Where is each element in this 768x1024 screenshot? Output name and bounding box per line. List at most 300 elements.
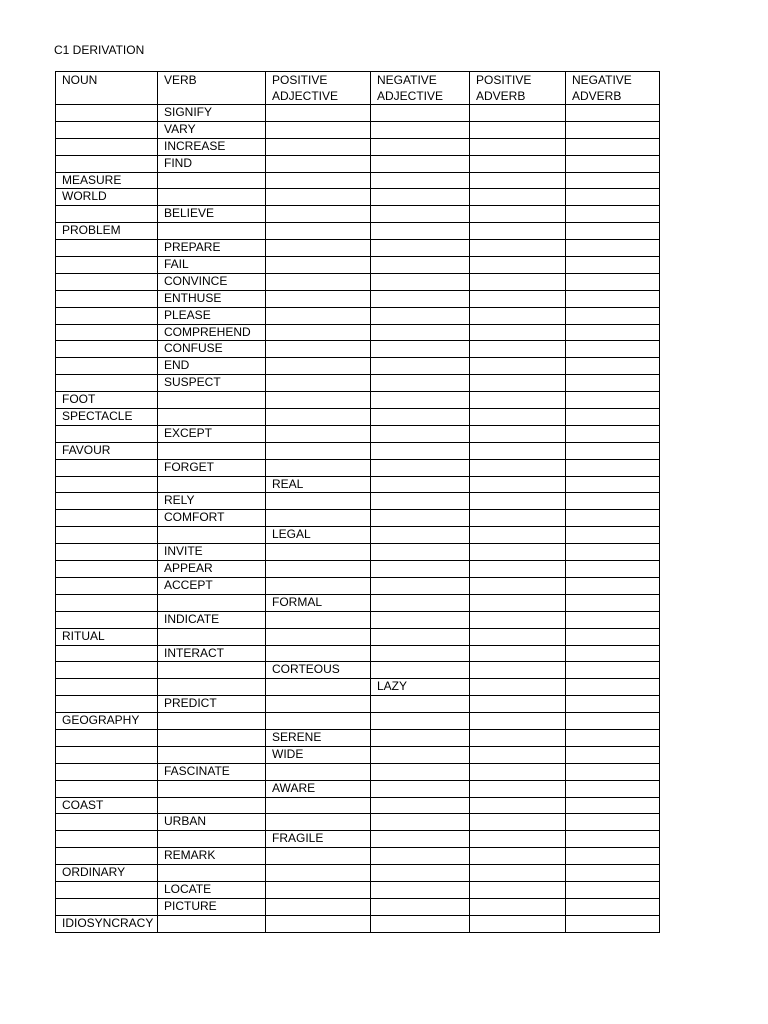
positive-adverb-cell (470, 273, 566, 290)
verb-cell: FORGET (158, 459, 266, 476)
positive-adjective-cell (266, 189, 371, 206)
positive-adjective-cell (266, 442, 371, 459)
table-row (56, 746, 660, 763)
verb-cell (158, 915, 266, 932)
noun-cell (56, 493, 158, 510)
negative-adjective-cell: LAZY (371, 679, 470, 696)
positive-adjective-cell (266, 273, 371, 290)
noun-cell (56, 763, 158, 780)
positive-adverb-cell (470, 493, 566, 510)
negative-adverb-cell (566, 172, 660, 189)
verb-cell: SIGNIFY (158, 105, 266, 122)
positive-adverb-cell (470, 172, 566, 189)
verb-cell: FASCINATE (158, 763, 266, 780)
noun-cell: SPECTACLE (56, 409, 158, 426)
negative-adjective-cell (371, 594, 470, 611)
verb-cell (158, 223, 266, 240)
positive-adverb-cell (470, 696, 566, 713)
positive-adjective-cell (266, 240, 371, 257)
negative-adverb-cell (566, 865, 660, 882)
positive-adjective-cell (266, 409, 371, 426)
positive-adverb-cell (470, 577, 566, 594)
negative-adverb-cell (566, 273, 660, 290)
table-row (56, 848, 660, 865)
negative-adjective-cell (371, 240, 470, 257)
table-header (56, 72, 660, 105)
negative-adjective-cell (371, 273, 470, 290)
header-row (56, 72, 660, 105)
positive-adverb-cell (470, 797, 566, 814)
verb-cell (158, 392, 266, 409)
negative-adjective-cell (371, 409, 470, 426)
negative-adjective-cell (371, 510, 470, 527)
noun-cell (56, 561, 158, 578)
verb-cell (158, 172, 266, 189)
negative-adverb-cell (566, 341, 660, 358)
negative-adjective-cell (371, 527, 470, 544)
noun-cell: FOOT (56, 392, 158, 409)
negative-adjective-cell (371, 392, 470, 409)
positive-adjective-cell (266, 797, 371, 814)
positive-adverb-cell (470, 358, 566, 375)
table-row (56, 459, 660, 476)
table-row (56, 662, 660, 679)
positive-adjective-cell (266, 679, 371, 696)
negative-adjective-cell (371, 831, 470, 848)
verb-cell: INCREASE (158, 138, 266, 155)
positive-adverb-cell (470, 476, 566, 493)
positive-adjective-cell (266, 206, 371, 223)
negative-adverb-cell (566, 189, 660, 206)
negative-adjective-cell (371, 324, 470, 341)
negative-adverb-cell (566, 510, 660, 527)
verb-cell (158, 797, 266, 814)
negative-adjective-cell (371, 223, 470, 240)
table-row (56, 172, 660, 189)
positive-adjective-cell (266, 561, 371, 578)
positive-adverb-cell (470, 375, 566, 392)
noun-cell: MEASURE (56, 172, 158, 189)
negative-adverb-cell (566, 611, 660, 628)
page-title: C1 DERIVATION (54, 43, 145, 57)
positive-adverb-cell (470, 155, 566, 172)
noun-cell (56, 121, 158, 138)
positive-adverb-cell (470, 611, 566, 628)
table-row (56, 561, 660, 578)
table-row (56, 290, 660, 307)
positive-adjective-cell (266, 865, 371, 882)
positive-adjective-cell (266, 459, 371, 476)
positive-adverb-cell (470, 240, 566, 257)
positive-adjective-cell (266, 915, 371, 932)
negative-adjective-cell (371, 881, 470, 898)
noun-cell (56, 746, 158, 763)
table-row (56, 206, 660, 223)
positive-adjective-cell (266, 105, 371, 122)
positive-adverb-cell (470, 848, 566, 865)
table-row (56, 240, 660, 257)
verb-cell: PLEASE (158, 307, 266, 324)
table-row (56, 679, 660, 696)
positive-adverb-cell (470, 341, 566, 358)
negative-adverb-cell (566, 459, 660, 476)
verb-cell: SUSPECT (158, 375, 266, 392)
negative-adjective-cell (371, 172, 470, 189)
positive-adjective-cell: REAL (266, 476, 371, 493)
table-row (56, 881, 660, 898)
positive-adverb-cell (470, 662, 566, 679)
positive-adverb-cell (470, 223, 566, 240)
table-row (56, 611, 660, 628)
verb-cell: CONVINCE (158, 273, 266, 290)
negative-adverb-cell (566, 898, 660, 915)
table-row (56, 865, 660, 882)
negative-adverb-cell (566, 409, 660, 426)
verb-cell: APPEAR (158, 561, 266, 578)
positive-adjective-cell: CORTEOUS (266, 662, 371, 679)
negative-adverb-cell (566, 155, 660, 172)
negative-adverb-cell (566, 527, 660, 544)
positive-adjective-cell (266, 425, 371, 442)
positive-adjective-cell: AWARE (266, 780, 371, 797)
verb-cell: END (158, 358, 266, 375)
negative-adjective-cell (371, 155, 470, 172)
negative-adverb-cell (566, 679, 660, 696)
derivation-table (55, 71, 660, 933)
verb-cell (158, 628, 266, 645)
positive-adverb-cell (470, 814, 566, 831)
positive-adverb-cell (470, 544, 566, 561)
negative-adjective-cell (371, 645, 470, 662)
table-row (56, 409, 660, 426)
negative-adverb-cell (566, 577, 660, 594)
positive-adjective-cell (266, 544, 371, 561)
table-row (56, 476, 660, 493)
negative-adverb-cell (566, 240, 660, 257)
noun-cell (56, 729, 158, 746)
table-row (56, 257, 660, 274)
noun-cell (56, 848, 158, 865)
negative-adjective-cell (371, 797, 470, 814)
negative-adverb-cell (566, 831, 660, 848)
table-row (56, 645, 660, 662)
negative-adjective-cell (371, 713, 470, 730)
negative-adjective-cell (371, 257, 470, 274)
negative-adjective-cell (371, 442, 470, 459)
verb-cell (158, 831, 266, 848)
positive-adverb-cell (470, 746, 566, 763)
table-row (56, 594, 660, 611)
positive-adjective-cell (266, 763, 371, 780)
positive-adverb-cell (470, 898, 566, 915)
noun-cell (56, 527, 158, 544)
negative-adjective-cell (371, 848, 470, 865)
noun-cell: COAST (56, 797, 158, 814)
noun-cell (56, 425, 158, 442)
negative-adverb-cell (566, 121, 660, 138)
negative-adjective-cell (371, 577, 470, 594)
negative-adjective-cell (371, 611, 470, 628)
negative-adverb-cell (566, 797, 660, 814)
noun-cell: PROBLEM (56, 223, 158, 240)
positive-adjective-cell: LEGAL (266, 527, 371, 544)
verb-cell (158, 679, 266, 696)
negative-adjective-cell (371, 358, 470, 375)
positive-adjective-cell (266, 510, 371, 527)
negative-adverb-cell (566, 290, 660, 307)
noun-cell: IDIOSYNCRACY (56, 915, 158, 932)
positive-adjective-cell (266, 848, 371, 865)
noun-cell (56, 679, 158, 696)
positive-adjective-cell (266, 493, 371, 510)
verb-cell (158, 476, 266, 493)
positive-adjective-cell (266, 696, 371, 713)
positive-adjective-cell: FORMAL (266, 594, 371, 611)
noun-cell (56, 206, 158, 223)
negative-adjective-cell (371, 746, 470, 763)
positive-adverb-cell (470, 392, 566, 409)
negative-adverb-cell (566, 206, 660, 223)
negative-adverb-cell (566, 915, 660, 932)
noun-cell (56, 611, 158, 628)
positive-adjective-cell (266, 324, 371, 341)
verb-cell: URBAN (158, 814, 266, 831)
negative-adjective-cell (371, 662, 470, 679)
negative-adverb-cell (566, 442, 660, 459)
verb-cell: INTERACT (158, 645, 266, 662)
verb-cell (158, 442, 266, 459)
table-row (56, 763, 660, 780)
verb-cell: PICTURE (158, 898, 266, 915)
positive-adverb-cell (470, 510, 566, 527)
positive-adjective-cell (266, 577, 371, 594)
negative-adverb-cell (566, 561, 660, 578)
negative-adjective-cell (371, 425, 470, 442)
positive-adverb-cell (470, 763, 566, 780)
verb-cell: CONFUSE (158, 341, 266, 358)
negative-adjective-header: NEGATIVE ADJECTIVE (371, 72, 470, 105)
negative-adverb-cell (566, 307, 660, 324)
table-row (56, 105, 660, 122)
noun-cell (56, 544, 158, 561)
negative-adjective-cell (371, 290, 470, 307)
noun-cell (56, 831, 158, 848)
positive-adjective-cell (266, 155, 371, 172)
positive-adjective-cell (266, 375, 371, 392)
positive-adjective-cell (266, 392, 371, 409)
noun-cell (56, 780, 158, 797)
noun-cell (56, 476, 158, 493)
negative-adjective-cell (371, 189, 470, 206)
noun-cell (56, 898, 158, 915)
positive-adverb-cell (470, 290, 566, 307)
negative-adverb-cell (566, 628, 660, 645)
verb-cell: FAIL (158, 257, 266, 274)
table-row (56, 915, 660, 932)
verb-cell: INDICATE (158, 611, 266, 628)
positive-adverb-cell (470, 409, 566, 426)
negative-adverb-cell (566, 358, 660, 375)
negative-adverb-cell (566, 662, 660, 679)
table-row (56, 341, 660, 358)
positive-adjective-cell (266, 257, 371, 274)
table-row (56, 696, 660, 713)
table-row (56, 375, 660, 392)
negative-adverb-cell (566, 746, 660, 763)
negative-adjective-cell (371, 493, 470, 510)
negative-adjective-cell (371, 476, 470, 493)
positive-adjective-cell (266, 645, 371, 662)
positive-adjective-cell (266, 223, 371, 240)
negative-adverb-cell (566, 814, 660, 831)
table-row (56, 814, 660, 831)
verb-cell: PREDICT (158, 696, 266, 713)
verb-cell (158, 662, 266, 679)
positive-adjective-cell: FRAGILE (266, 831, 371, 848)
verb-cell (158, 409, 266, 426)
verb-cell (158, 865, 266, 882)
negative-adjective-cell (371, 915, 470, 932)
noun-cell (56, 510, 158, 527)
positive-adjective-cell (266, 898, 371, 915)
negative-adjective-cell (371, 544, 470, 561)
noun-cell (56, 240, 158, 257)
positive-adverb-cell (470, 645, 566, 662)
positive-adjective-cell (266, 290, 371, 307)
positive-adverb-cell (470, 307, 566, 324)
positive-adjective-cell (266, 713, 371, 730)
negative-adjective-cell (371, 206, 470, 223)
table-row (56, 831, 660, 848)
table-row (56, 713, 660, 730)
table-row (56, 544, 660, 561)
positive-adverb-cell (470, 189, 566, 206)
positive-adverb-cell (470, 729, 566, 746)
positive-adjective-cell (266, 358, 371, 375)
verb-cell: INVITE (158, 544, 266, 561)
verb-cell: REMARK (158, 848, 266, 865)
verb-cell (158, 527, 266, 544)
positive-adverb-cell (470, 865, 566, 882)
positive-adjective-cell (266, 611, 371, 628)
positive-adverb-cell (470, 257, 566, 274)
negative-adverb-cell (566, 848, 660, 865)
negative-adjective-cell (371, 121, 470, 138)
table-row (56, 898, 660, 915)
positive-adverb-cell (470, 831, 566, 848)
negative-adverb-cell (566, 594, 660, 611)
positive-adverb-cell (470, 713, 566, 730)
positive-adverb-header: POSITIVE ADVERB (470, 72, 566, 105)
positive-adverb-cell (470, 442, 566, 459)
table-row (56, 729, 660, 746)
verb-cell (158, 189, 266, 206)
negative-adverb-cell (566, 223, 660, 240)
positive-adjective-cell (266, 341, 371, 358)
table-row (56, 155, 660, 172)
negative-adverb-cell (566, 324, 660, 341)
verb-cell: RELY (158, 493, 266, 510)
negative-adverb-cell (566, 493, 660, 510)
positive-adverb-cell (470, 628, 566, 645)
positive-adjective-cell (266, 307, 371, 324)
positive-adjective-cell (266, 121, 371, 138)
positive-adjective-header: POSITIVE ADJECTIVE (266, 72, 371, 105)
verb-cell: EXCEPT (158, 425, 266, 442)
negative-adjective-cell (371, 341, 470, 358)
verb-cell: VARY (158, 121, 266, 138)
negative-adverb-cell (566, 476, 660, 493)
negative-adverb-cell (566, 375, 660, 392)
positive-adjective-cell (266, 172, 371, 189)
negative-adjective-cell (371, 459, 470, 476)
table-row (56, 273, 660, 290)
verb-cell: COMFORT (158, 510, 266, 527)
noun-cell (56, 324, 158, 341)
negative-adverb-cell (566, 696, 660, 713)
negative-adverb-cell (566, 544, 660, 561)
verb-header: VERB (158, 72, 266, 105)
verb-cell: LOCATE (158, 881, 266, 898)
table-row (56, 307, 660, 324)
negative-adverb-cell (566, 881, 660, 898)
negative-adjective-cell (371, 865, 470, 882)
table-row (56, 121, 660, 138)
noun-cell: WORLD (56, 189, 158, 206)
positive-adjective-cell (266, 628, 371, 645)
table-row (56, 425, 660, 442)
positive-adverb-cell (470, 206, 566, 223)
noun-cell (56, 814, 158, 831)
positive-adverb-cell (470, 324, 566, 341)
positive-adjective-cell: WIDE (266, 746, 371, 763)
verb-cell (158, 746, 266, 763)
table-row (56, 189, 660, 206)
noun-cell (56, 662, 158, 679)
negative-adjective-cell (371, 561, 470, 578)
negative-adverb-cell (566, 138, 660, 155)
positive-adverb-cell (470, 105, 566, 122)
positive-adjective-cell (266, 138, 371, 155)
table-row (56, 324, 660, 341)
positive-adverb-cell (470, 679, 566, 696)
positive-adverb-cell (470, 594, 566, 611)
table-row (56, 780, 660, 797)
noun-header: NOUN (56, 72, 158, 105)
table-row (56, 392, 660, 409)
noun-cell: GEOGRAPHY (56, 713, 158, 730)
table-row (56, 223, 660, 240)
noun-cell (56, 341, 158, 358)
positive-adverb-cell (470, 561, 566, 578)
negative-adverb-cell (566, 729, 660, 746)
positive-adverb-cell (470, 780, 566, 797)
negative-adjective-cell (371, 729, 470, 746)
table-body (56, 105, 660, 933)
negative-adjective-cell (371, 780, 470, 797)
noun-cell (56, 881, 158, 898)
positive-adverb-cell (470, 425, 566, 442)
noun-cell (56, 138, 158, 155)
positive-adjective-cell: SERENE (266, 729, 371, 746)
verb-cell (158, 729, 266, 746)
table-row (56, 358, 660, 375)
verb-cell: ENTHUSE (158, 290, 266, 307)
negative-adjective-cell (371, 814, 470, 831)
negative-adjective-cell (371, 763, 470, 780)
noun-cell (56, 105, 158, 122)
table-row (56, 577, 660, 594)
